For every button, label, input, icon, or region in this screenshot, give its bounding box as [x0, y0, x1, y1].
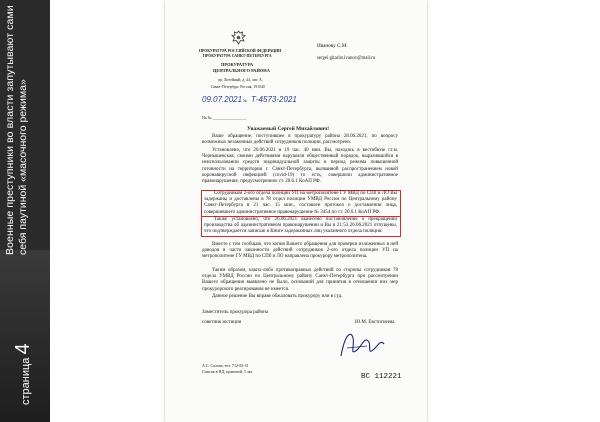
- letter-document: [165, 0, 427, 422]
- org-name: ПРОКУРАТУРА РОССИЙСКОЙ ФЕДЕРАЦИИ: [199, 49, 282, 53]
- sidebar-panel: [0, 0, 50, 422]
- org-sub3: ЦЕНТРАЛЬНОГО РАЙОНА: [213, 68, 270, 73]
- paragraph-4: Также установлено, что 26.06.2021 вынесено постановление о прекращении производства об административном правонарушении и Вы в 21:53 26.06.2021 отпущены, что подтверждается записью в Книге задержанных лиц указанного отдела полиции.: [204, 217, 397, 235]
- recipient-name: Иванову С.М.: [317, 43, 348, 49]
- copies-note: Список в НД, правовой, 5 экз.: [202, 369, 254, 374]
- sidebar-caption-line2: себя паутиной «масочного режима»: [17, 79, 29, 255]
- org-address1: пр. Литейный, д. 44, лит. А,: [218, 78, 263, 82]
- paragraph-6: Таким образом, каких-либо противоправных действий со стороны сотрудников 78 отдела УМВД России по Центральному району Санкт-Петербурга при рассмотрении Вашего обращения выявлено не было, оснований для принятия в отношении них мер прокурорского реагирования не имеется.: [202, 268, 398, 292]
- on-reference: На № _________________: [202, 115, 247, 120]
- number-sign: №: [243, 98, 247, 103]
- serial-number: ВС 112221: [361, 373, 402, 381]
- org-sub1: ПРОКУРАТУРА САНКТ-ПЕТЕРБУРГА: [203, 54, 272, 58]
- handwritten-date: 09.07.2021: [202, 95, 243, 104]
- paragraph-2: Установлено, что 26.06.2021 в 19 час. 40 мин. Вы, находясь в вестибюле ст.м. Чернышевская, своими действиями нарушили общественный порядок, выразившийся в неиспользовании средств индивидуальной защиты в период режима повышенной готовности на территории г. Санкт-Петербурга, вызванной распространением новой коронавирусной инфекцией (covid-19) то есть, совершили административное правонарушение, предусмотренное ст. 20.6.1 КоАП РФ.: [202, 148, 398, 185]
- coat-of-arms-icon: [230, 29, 247, 46]
- paragraph-1: Ваше обращение, поступившее в прокуратуру района 28.06.2021, по вопросу возможных незаконных действий сотрудников полиции, рассмотрено.: [202, 134, 398, 146]
- signer-title-2: советник юстиции: [202, 320, 242, 325]
- page-label: [12, 343, 35, 405]
- handwritten-number: Т-4573-2021: [251, 95, 297, 104]
- signer-name: Ю.М. Евстигнеева: [355, 320, 395, 325]
- recipient-email: sergei.gitarist.ivanov@mail.ru: [317, 56, 376, 61]
- paragraph-5: Вместе с тем сообщаю, что копия Вашего обращения для проверки изложенных в ней доводов в части законности действий сотрудников 2-ого отдела полиции УП на метрополитене ГУ МВД по СПб и ЛО направлена прокурору метрополитена.: [202, 242, 398, 260]
- org-address2: Санкт-Петербург, Россия, 191040: [211, 85, 265, 89]
- paragraph-3: Сотрудником 2-ого отдела полиции УП на метрополитене ГУ МВД по СПб и ЛО Вы задержаны и доставлены в 78 отдел полиции УМВД России по Центральному району Санкт-Петербурга в 21 час. 15 мин., составлен протокол о доставлении лица, совершившего административное правонарушение № 3454 по ст. 20.6.1 КоАП РФ.: [204, 191, 397, 215]
- org-sub2: ПРОКУРАТУРА: [221, 62, 254, 67]
- sidebar-caption-line1: Военные преступники во власти запутывают сами: [4, 5, 16, 255]
- salutation: Уважаемый Сергей Михайлович!: [247, 126, 330, 132]
- page-number: 4: [12, 343, 34, 355]
- signature-image: [337, 326, 387, 360]
- executor-note: А.С. Сизова, тел. 712-83-51: [202, 363, 249, 368]
- paragraph-7: Данное решение Вы вправе обжаловать прокурору или в суд.: [212, 294, 343, 299]
- signer-title-1: Заместитель прокурора района: [202, 310, 269, 315]
- page-word: страница: [20, 357, 32, 405]
